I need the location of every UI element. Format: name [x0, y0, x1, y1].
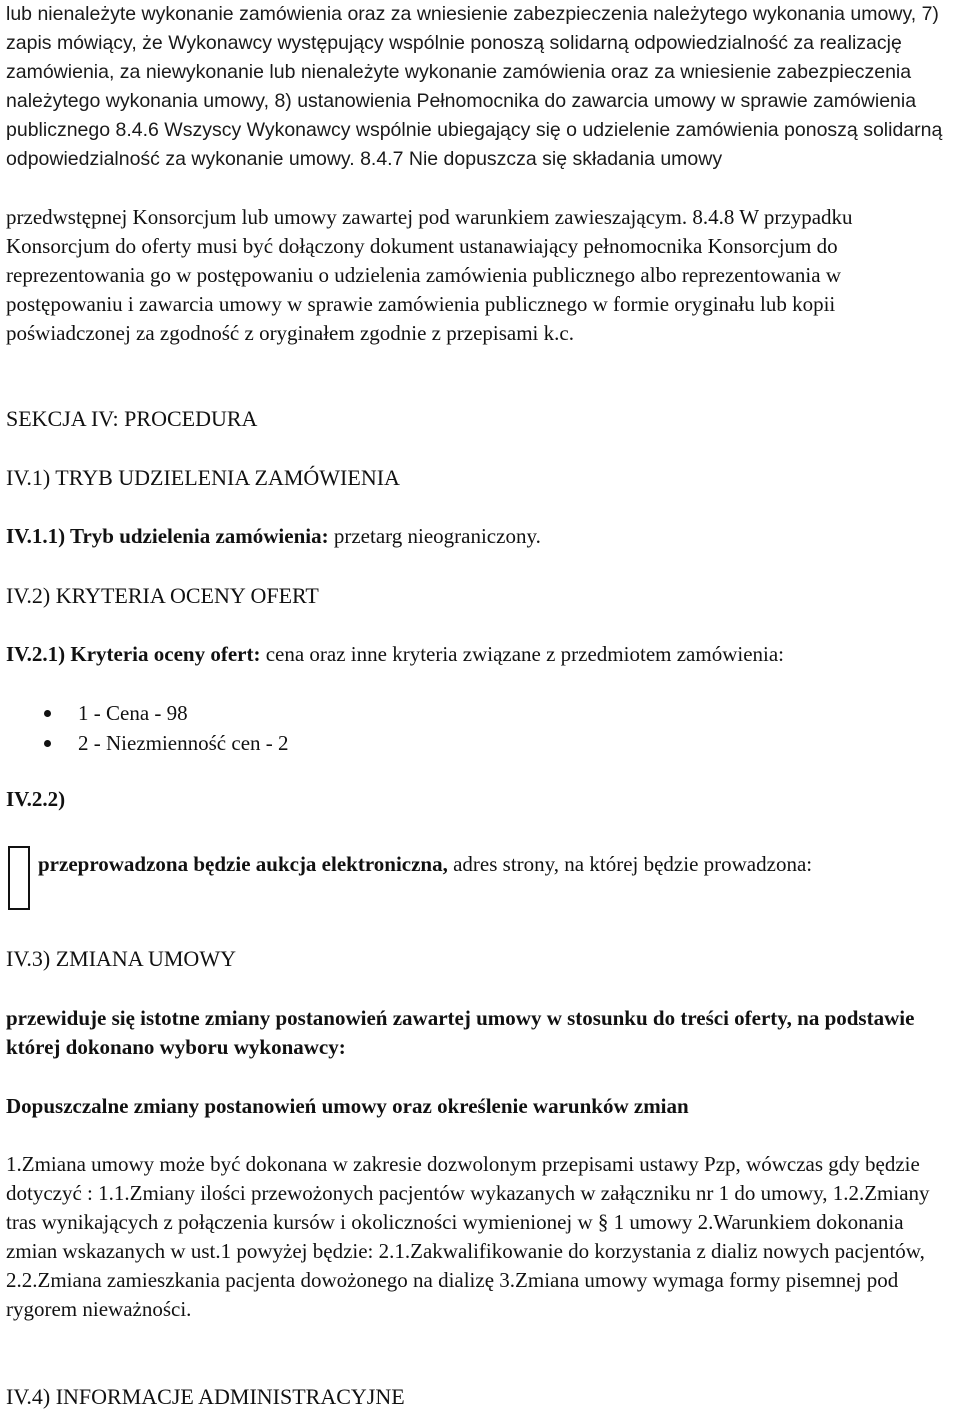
aukcja-bold: przeprowadzona będzie aukcja elektroniczna, — [38, 852, 448, 876]
kryterium-text: 2 - Niezmienność cen - 2 — [78, 731, 289, 755]
zmiany-text: 1.Zmiana umowy może być dokonana w zakresie dozwolonym przepisami ustawy Pzp, wówczas gdy będzie dotyczyć : 1.1.Zmiany ilości przewożonych pacjentów wykazanych w załączniku nr 1 do umowy, 1.2.Zmiany tras wynikających z połączenia kursów i okoliczności wymienionej w § 1 umowy 2.Warunkiem dokonania zmian wskazanych w ust.1 powyżej będzie: 2.1.Zakwalifikowanie do korzystania z dializ nowych pacjentów, 2.2.Zmiana zamieszkania pacjenta dowożonego na dializę 3.Zmiana umowy wymaga formy pisemnej pod rygorem nieważności. — [6, 1152, 930, 1321]
konsorcjum-paragraph: przedwstępnej Konsorcjum lub umowy zawartej pod warunkiem zawieszającym. 8.4.8 W przypadku Konsorcjum do oferty musi być dołączony dokument ustanawiający pełnomocnika Konsorcjum do reprezentowania go w postępowaniu o udzielenia zamówienia publicznego albo reprezentowania w postępowaniu i zawarcia umowy w sprawie zamówienia publicznego w formie oryginału lub kopii poświadczonej za zgodność z oryginałem zgodnie z przepisami k.c. — [6, 205, 853, 345]
bullet-icon — [44, 740, 51, 747]
tryb-label: IV.1.1) Tryb udzielenia zamówienia: — [6, 524, 329, 548]
kryteria-value: cena oraz inne kryteria związane z przedmiotem zamówienia: — [260, 642, 785, 666]
dopuszczalne-heading: Dopuszczalne zmiany postanowień umowy oraz określenie warunków zmian — [6, 1094, 689, 1118]
tryb-value: przetarg nieograniczony. — [328, 524, 541, 548]
zmiana-heading: IV.3) ZMIANA UMOWY — [6, 946, 236, 971]
aukcja-label: IV.2.2) — [6, 787, 66, 811]
bullet-icon — [44, 710, 51, 717]
aukcja-rest: adres strony, na której będzie prowadzona: — [447, 852, 813, 876]
kryteria-label: IV.2.1) Kryteria oceny ofert: — [6, 642, 261, 666]
kryteria-line — [6, 640, 956, 669]
kryteria-list — [36, 698, 289, 758]
kryteria-heading: IV.2) KRYTERIA OCENY OFERT — [6, 583, 319, 608]
list-item — [36, 728, 289, 758]
zmiana-bold-text: przewiduje się istotne zmiany postanowień zawartej umowy w stosunku do treści oferty, na podstawie której dokonano wyboru wykonawcy: — [6, 1006, 915, 1059]
tryb-line — [6, 522, 956, 551]
aukcja-text — [38, 850, 938, 879]
tryb-heading: IV.1) TRYB UDZIELENIA ZAMÓWIENIA — [6, 465, 400, 490]
section-title: SEKCJA IV: PROCEDURA — [6, 406, 258, 431]
kryterium-text: 1 - Cena - 98 — [78, 701, 188, 725]
list-item — [36, 698, 289, 728]
checkbox-icon — [8, 846, 30, 910]
info-heading: IV.4) INFORMACJE ADMINISTRACYJNE — [6, 1384, 405, 1409]
intro-paragraph: lub nienależyte wykonanie zamówienia oraz za wniesienie zabezpieczenia należytego wykonania umowy, 7) zapis mówiący, że Wykonawcy występujący wspólnie ponoszą solidarną odpowiedzialność za realizację zamówienia, za niewykonanie lub nienależyte wykonanie zamówienia oraz za wniesienie zabezpieczenia należytego wykonania umowy, 8) ustanowienia Pełnomocnika do zawarcia umowy w sprawie zamówienia publicznego 8.4.6 Wszyscy Wykonawcy wspólnie ubiegający się o udzielenie zamówienia ponoszą solidarną odpowiedzialność za wykonanie umowy. 8.4.7 Nie dopuszcza się składania umowy — [6, 3, 943, 170]
